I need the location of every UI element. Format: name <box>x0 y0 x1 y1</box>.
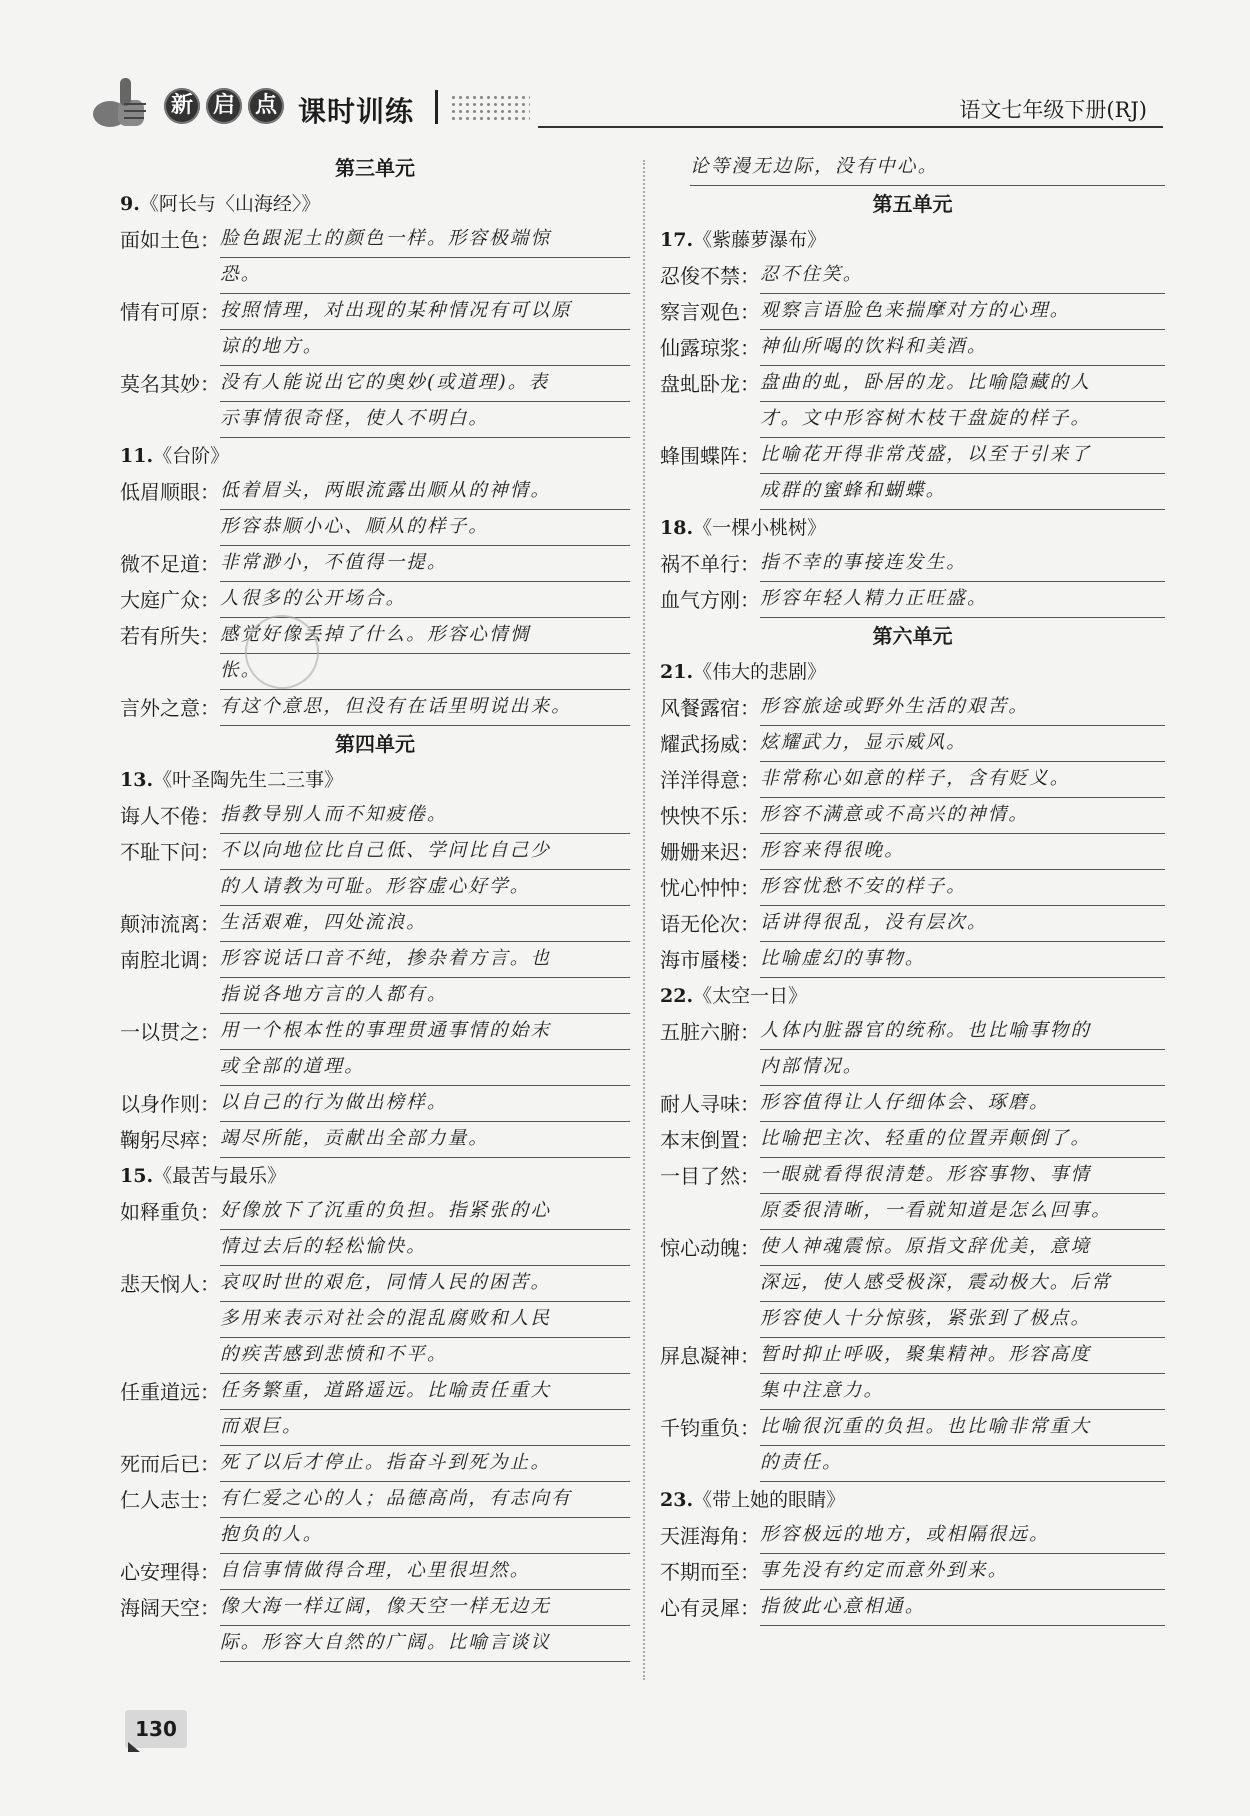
handwritten-answer-line: 形容不满意或不高兴的神情。 <box>760 798 1165 834</box>
handwritten-answer-line: 哀叹时世的艰危，同情人民的困苦。 <box>220 1266 630 1302</box>
answer-lines <box>760 1122 1165 1158</box>
answer-lines <box>220 1086 630 1122</box>
idiom-entry <box>120 1266 630 1374</box>
right-column <box>660 150 1165 1626</box>
answer-lines <box>220 690 630 726</box>
answer-lines <box>760 942 1165 978</box>
answer-lines <box>760 726 1165 762</box>
idiom-entry <box>120 366 630 438</box>
idiom-entry <box>660 1338 1165 1410</box>
idiom-entry <box>120 1446 630 1482</box>
handwritten-answer-line: 非常渺小，不值得一提。 <box>220 546 630 582</box>
handwritten-answer-line: 形容说话口音不纯，掺杂着方言。也 <box>220 942 630 978</box>
idiom-term: 耀武扬威： <box>660 732 760 756</box>
idiom-term: 天涯海角： <box>660 1524 760 1548</box>
idiom-term: 惊心动魄： <box>660 1236 760 1260</box>
idiom-term: 任重道远： <box>120 1380 220 1404</box>
handwritten-answer-line: 比喻很沉重的负担。也比喻非常重大 <box>760 1410 1165 1446</box>
answer-lines <box>760 582 1165 618</box>
idiom-entry <box>120 1086 630 1122</box>
handwritten-answer-line: 形容极远的地方，或相隔很远。 <box>760 1518 1165 1554</box>
lesson-heading <box>660 978 1165 1014</box>
idiom-entry <box>660 294 1165 330</box>
answer-lines <box>760 798 1165 834</box>
handwritten-answer-line: 低着眉头，两眼流露出顺从的神情。 <box>220 474 630 510</box>
handwritten-answer-line: 好像放下了沉重的负担。指紧张的心 <box>220 1194 630 1230</box>
thumbs-up-icon <box>90 74 152 130</box>
brand-badge-3: 点 <box>248 88 284 124</box>
idiom-entry <box>660 330 1165 366</box>
idiom-term: 大庭广众： <box>120 588 220 612</box>
answer-lines <box>760 690 1165 726</box>
idiom-term: 洋洋得意： <box>660 768 760 792</box>
handwritten-answer-line: 指彼此心意相通。 <box>760 1590 1165 1626</box>
lesson-number: 23. <box>660 1489 694 1511</box>
handwritten-answer-line: 神仙所喝的饮料和美酒。 <box>760 330 1165 366</box>
idiom-term: 海市蜃楼： <box>660 948 760 972</box>
answer-lines <box>760 1086 1165 1122</box>
idiom-term: 南腔北调： <box>120 948 220 972</box>
lesson-heading <box>120 762 630 798</box>
answer-lines <box>760 1410 1165 1482</box>
dot-pattern <box>450 94 530 122</box>
idiom-entry <box>120 546 630 582</box>
unit-heading: 第六单元 <box>872 624 953 648</box>
page-number: 130 <box>125 1710 187 1748</box>
idiom-term: 低眉顺眼： <box>120 480 220 504</box>
idiom-entry <box>120 1194 630 1266</box>
unit-heading: 第四单元 <box>335 732 415 756</box>
idiom-entry <box>660 366 1165 438</box>
answer-lines <box>220 1194 630 1266</box>
handwritten-answer-line: 比喻虚幻的事物。 <box>760 942 1165 978</box>
idiom-term: 千钧重负： <box>660 1416 760 1440</box>
idiom-term: 不期而至： <box>660 1560 760 1584</box>
handwritten-answer-line: 成群的蜜蜂和蝴蝶。 <box>760 474 1165 510</box>
unit-heading: 第三单元 <box>335 156 415 180</box>
answer-lines <box>760 834 1165 870</box>
handwritten-answer-line: 论等漫无边际，没有中心。 <box>690 150 1165 186</box>
handwritten-answer-line: 才。文中形容树木枝干盘旋的样子。 <box>760 402 1165 438</box>
lesson-title: 《阿长与〈山海经〉》 <box>139 193 321 215</box>
answer-lines <box>220 1554 630 1590</box>
idiom-entry <box>120 618 630 690</box>
idiom-term: 语无伦次： <box>660 912 760 936</box>
answer-lines <box>760 1554 1165 1590</box>
answer-lines <box>220 294 630 366</box>
idiom-term: 海阔天空： <box>120 1596 220 1620</box>
handwritten-answer-line: 以自己的行为做出榜样。 <box>220 1086 630 1122</box>
idiom-entry <box>660 582 1165 618</box>
handwritten-answer-line: 暂时抑止呼吸，聚集精神。形容高度 <box>760 1338 1165 1374</box>
idiom-entry <box>120 834 630 906</box>
idiom-term: 不耻下问： <box>120 840 220 864</box>
idiom-entry <box>120 942 630 1014</box>
answer-lines <box>220 582 630 618</box>
idiom-entry <box>660 1410 1165 1482</box>
handwritten-answer-line: 形容值得让人仔细体会、琢磨。 <box>760 1086 1165 1122</box>
idiom-entry <box>660 762 1165 798</box>
lesson-heading <box>660 510 1165 546</box>
idiom-entry <box>660 258 1165 294</box>
lesson-heading <box>660 1482 1165 1518</box>
handwritten-answer-line: 原委很清晰，一看就知道是怎么回事。 <box>760 1194 1165 1230</box>
idiom-term: 心有灵犀： <box>660 1596 760 1620</box>
handwritten-answer-line: 形容恭顺小心、顺从的样子。 <box>220 510 630 546</box>
answer-lines <box>220 1122 630 1158</box>
handwritten-answer-line: 自信事情做得合理，心里很坦然。 <box>220 1554 630 1590</box>
idiom-term: 心安理得： <box>120 1560 220 1584</box>
handwritten-answer-line: 人体内脏器官的统称。也比喻事物的 <box>760 1014 1165 1050</box>
idiom-entry <box>660 438 1165 510</box>
idiom-entry <box>120 474 630 546</box>
lesson-number: 13. <box>120 769 154 791</box>
lesson-number: 21. <box>660 661 694 683</box>
handwritten-answer-line: 竭尽所能，贡献出全部力量。 <box>220 1122 630 1158</box>
idiom-entry <box>120 690 630 726</box>
lesson-number: 11. <box>120 445 154 467</box>
answer-lines <box>220 834 630 906</box>
handwritten-answer-line: 怅。 <box>220 654 630 690</box>
idiom-term: 微不足道： <box>120 552 220 576</box>
answer-lines <box>220 1446 630 1482</box>
handwritten-answer-line: 比喻花开得非常茂盛，以至于引来了 <box>760 438 1165 474</box>
lesson-heading <box>660 654 1165 690</box>
answer-lines <box>220 1374 630 1446</box>
idiom-entry <box>660 1014 1165 1086</box>
answer-lines <box>220 906 630 942</box>
idiom-term: 盘虬卧龙： <box>660 372 760 396</box>
idiom-term: 蜂围蝶阵： <box>660 444 760 468</box>
idiom-entry <box>660 1590 1165 1626</box>
handwritten-answer-line: 比喻把主次、轻重的位置弄颠倒了。 <box>760 1122 1165 1158</box>
idiom-term: 忧心忡忡： <box>660 876 760 900</box>
lesson-title: 《带上她的眼睛》 <box>693 1489 846 1511</box>
column-divider <box>643 160 645 1680</box>
answer-lines <box>760 762 1165 798</box>
idiom-entry <box>120 1122 630 1158</box>
answer-lines <box>220 546 630 582</box>
unit-heading: 第五单元 <box>872 192 953 216</box>
handwritten-answer-line: 而艰巨。 <box>220 1410 630 1446</box>
idiom-entry <box>120 906 630 942</box>
lesson-title: 《最苦与最乐》 <box>153 1165 287 1187</box>
idiom-entry <box>660 870 1165 906</box>
idiom-entry <box>660 942 1165 978</box>
idiom-entry <box>660 690 1165 726</box>
answer-lines <box>220 366 630 438</box>
idiom-term: 血气方刚： <box>660 588 760 612</box>
handwritten-answer-line: 脸色跟泥土的颜色一样。形容极端惊 <box>220 222 630 258</box>
idiom-term: 以身作则： <box>120 1092 220 1116</box>
handwritten-answer-line: 形容来得很晚。 <box>760 834 1165 870</box>
idiom-entry <box>120 1482 630 1554</box>
handwritten-answer-line: 一眼就看得很清楚。形容事物、事情 <box>760 1158 1165 1194</box>
handwritten-answer-line: 指说各地方言的人都有。 <box>220 978 630 1014</box>
answer-lines <box>760 258 1165 294</box>
idiom-term: 若有所失： <box>120 624 220 648</box>
lesson-number: 18. <box>660 517 694 539</box>
left-column <box>120 150 630 1662</box>
handwritten-answer-line: 盘曲的虬，卧居的龙。比喻隐藏的人 <box>760 366 1165 402</box>
idiom-entry <box>120 1554 630 1590</box>
idiom-entry <box>660 726 1165 762</box>
handwritten-answer-line: 按照情理，对出现的某种情况有可以原 <box>220 294 630 330</box>
idiom-entry <box>660 798 1165 834</box>
handwritten-answer-line: 形容使人十分惊骇，紧张到了极点。 <box>760 1302 1165 1338</box>
handwritten-answer-line: 没有人能说出它的奥妙(或道理)。表 <box>220 366 630 402</box>
handwritten-answer-line: 死了以后才停止。指奋斗到死为止。 <box>220 1446 630 1482</box>
handwritten-answer-line: 内部情况。 <box>760 1050 1165 1086</box>
handwritten-answer-line: 的人请教为可耻。形容虚心好学。 <box>220 870 630 906</box>
idiom-entry <box>120 1374 630 1446</box>
handwritten-answer-line: 像大海一样辽阔，像天空一样无边无 <box>220 1590 630 1626</box>
lesson-title: 《一棵小桃树》 <box>693 517 827 539</box>
answer-lines <box>220 1590 630 1662</box>
handwritten-answer-line: 指不幸的事接连发生。 <box>760 546 1165 582</box>
idiom-term: 五脏六腑： <box>660 1020 760 1044</box>
page-header <box>90 70 1165 134</box>
idiom-entry <box>660 834 1165 870</box>
idiom-term: 屏息凝神： <box>660 1344 760 1368</box>
handwritten-answer-line: 恐。 <box>220 258 630 294</box>
handwritten-answer-line: 话讲得很乱，没有层次。 <box>760 906 1165 942</box>
idiom-entry <box>660 1158 1165 1230</box>
handwritten-answer-line: 使人神魂震惊。原指文辞优美，意境 <box>760 1230 1165 1266</box>
answer-lines <box>760 546 1165 582</box>
answer-lines <box>760 330 1165 366</box>
lesson-heading <box>120 186 630 222</box>
lesson-title: 《太空一日》 <box>693 985 808 1007</box>
page-corner-mark <box>128 1742 140 1752</box>
idiom-term: 面如土色： <box>120 228 220 252</box>
handwritten-answer-line: 际。形容大自然的广阔。比喻言谈议 <box>220 1626 630 1662</box>
idiom-term: 颠沛流离： <box>120 912 220 936</box>
handwritten-answer-line: 不以向地位比自己低、学问比自己少 <box>220 834 630 870</box>
idiom-term: 耐人寻味： <box>660 1092 760 1116</box>
handwritten-answer-line: 有仁爱之心的人；品德高尚，有志向有 <box>220 1482 630 1518</box>
entry-indent <box>660 150 690 186</box>
handwritten-answer-line: 忍不住笑。 <box>760 258 1165 294</box>
idiom-entry <box>120 294 630 366</box>
idiom-term: 言外之意： <box>120 696 220 720</box>
answer-lines <box>760 1230 1165 1338</box>
header-rule <box>538 126 1163 128</box>
idiom-term: 一以贯之： <box>120 1020 220 1044</box>
idiom-entry <box>660 1230 1165 1338</box>
handwritten-answer-line: 示事情很奇怪，使人不明白。 <box>220 402 630 438</box>
entry-continuation <box>660 150 1165 186</box>
answer-lines <box>220 1482 630 1554</box>
handwritten-answer-line: 事先没有约定而意外到来。 <box>760 1554 1165 1590</box>
handwritten-answer-line: 非常称心如意的样子，含有贬义。 <box>760 762 1165 798</box>
idiom-term: 察言观色： <box>660 300 760 324</box>
idiom-term: 本末倒置： <box>660 1128 760 1152</box>
idiom-entry <box>120 1590 630 1662</box>
handwritten-answer-line: 深远，使人感受极深，震动极大。后常 <box>760 1266 1165 1302</box>
handwritten-answer-line: 集中注意力。 <box>760 1374 1165 1410</box>
handwritten-answer-line: 观察言语脸色来揣摩对方的心理。 <box>760 294 1165 330</box>
lesson-title: 《叶圣陶先生二三事》 <box>153 769 344 791</box>
handwritten-answer-line: 形容忧愁不安的样子。 <box>760 870 1165 906</box>
answer-lines <box>220 222 630 294</box>
idiom-entry <box>120 1014 630 1086</box>
answer-lines <box>760 1338 1165 1410</box>
idiom-entry <box>120 582 630 618</box>
idiom-term: 祸不单行： <box>660 552 760 576</box>
answer-lines <box>220 798 630 834</box>
answer-lines <box>760 1014 1165 1086</box>
handwritten-answer-line: 有这个意思，但没有在话里明说出来。 <box>220 690 630 726</box>
idiom-term: 一目了然： <box>660 1164 760 1188</box>
idiom-entry <box>120 222 630 294</box>
handwritten-answer-line: 炫耀武力，显示威风。 <box>760 726 1165 762</box>
idiom-entry <box>660 1554 1165 1590</box>
idiom-term: 仁人志士： <box>120 1488 220 1512</box>
answer-lines <box>760 438 1165 510</box>
idiom-term: 悲天悯人： <box>120 1272 220 1296</box>
handwritten-answer-line: 感觉好像丢掉了什么。形容心情惆 <box>220 618 630 654</box>
brand-badge-1: 新 <box>164 88 200 124</box>
answer-lines <box>220 1014 630 1086</box>
idiom-term: 死而后已： <box>120 1452 220 1476</box>
brand-badge-2: 启 <box>206 88 242 124</box>
answer-lines <box>760 1590 1165 1626</box>
handwritten-answer-line: 多用来表示对社会的混乱腐败和人民 <box>220 1302 630 1338</box>
lesson-heading <box>120 438 630 474</box>
handwritten-answer-line: 谅的地方。 <box>220 330 630 366</box>
idiom-term: 情有可原： <box>120 300 220 324</box>
lesson-heading <box>120 1158 630 1194</box>
handwritten-answer-line: 形容年轻人精力正旺盛。 <box>760 582 1165 618</box>
answer-lines <box>760 1518 1165 1554</box>
idiom-entry <box>660 1518 1165 1554</box>
lesson-number: 9. <box>120 193 140 215</box>
idiom-term: 姗姗来迟： <box>660 840 760 864</box>
idiom-term: 风餐露宿： <box>660 696 760 720</box>
answer-lines <box>220 942 630 1014</box>
idiom-entry <box>660 546 1165 582</box>
answer-lines <box>220 474 630 546</box>
lesson-number: 22. <box>660 985 694 1007</box>
handwritten-answer-line: 任务繁重，道路遥远。比喻责任重大 <box>220 1374 630 1410</box>
idiom-entry <box>120 798 630 834</box>
handwritten-answer-line: 形容旅途或野外生活的艰苦。 <box>760 690 1165 726</box>
answer-lines <box>220 1266 630 1374</box>
idiom-term: 忍俊不禁： <box>660 264 760 288</box>
idiom-term: 怏怏不乐： <box>660 804 760 828</box>
lesson-heading <box>660 222 1165 258</box>
handwritten-answer-line: 抱负的人。 <box>220 1518 630 1554</box>
answer-lines <box>690 150 1165 186</box>
header-separator <box>435 90 438 124</box>
idiom-term: 仙露琼浆： <box>660 336 760 360</box>
idiom-entry <box>660 1086 1165 1122</box>
brand-subtitle: 课时训练 <box>298 95 415 128</box>
handwritten-answer-line: 人很多的公开场合。 <box>220 582 630 618</box>
lesson-title: 《台阶》 <box>153 445 230 467</box>
idiom-term: 鞠躬尽瘁： <box>120 1128 220 1152</box>
answer-lines <box>760 366 1165 438</box>
answer-lines <box>760 906 1165 942</box>
answer-lines <box>760 1158 1165 1230</box>
idiom-term: 诲人不倦： <box>120 804 220 828</box>
lesson-title: 《伟大的悲剧》 <box>693 661 827 683</box>
lesson-title: 《紫藤萝瀑布》 <box>693 229 827 251</box>
handwritten-answer-line: 生活艰难，四处流浪。 <box>220 906 630 942</box>
answer-lines <box>760 870 1165 906</box>
lesson-number: 17. <box>660 229 694 251</box>
idiom-entry <box>660 1122 1165 1158</box>
handwritten-answer-line: 的疾苦感到悲愤和不平。 <box>220 1338 630 1374</box>
answer-lines <box>760 294 1165 330</box>
book-title: 语文七年级下册(RJ) <box>959 98 1147 122</box>
handwritten-answer-line: 用一个根本性的事理贯通事情的始末 <box>220 1014 630 1050</box>
handwritten-answer-line: 的责任。 <box>760 1446 1165 1482</box>
handwritten-answer-line: 情过去后的轻松愉快。 <box>220 1230 630 1266</box>
lesson-number: 15. <box>120 1165 154 1187</box>
idiom-term: 如释重负： <box>120 1200 220 1224</box>
handwritten-answer-line: 指教导别人而不知疲倦。 <box>220 798 630 834</box>
idiom-term: 莫名其妙： <box>120 372 220 396</box>
idiom-entry <box>660 906 1165 942</box>
handwritten-answer-line: 或全部的道理。 <box>220 1050 630 1086</box>
